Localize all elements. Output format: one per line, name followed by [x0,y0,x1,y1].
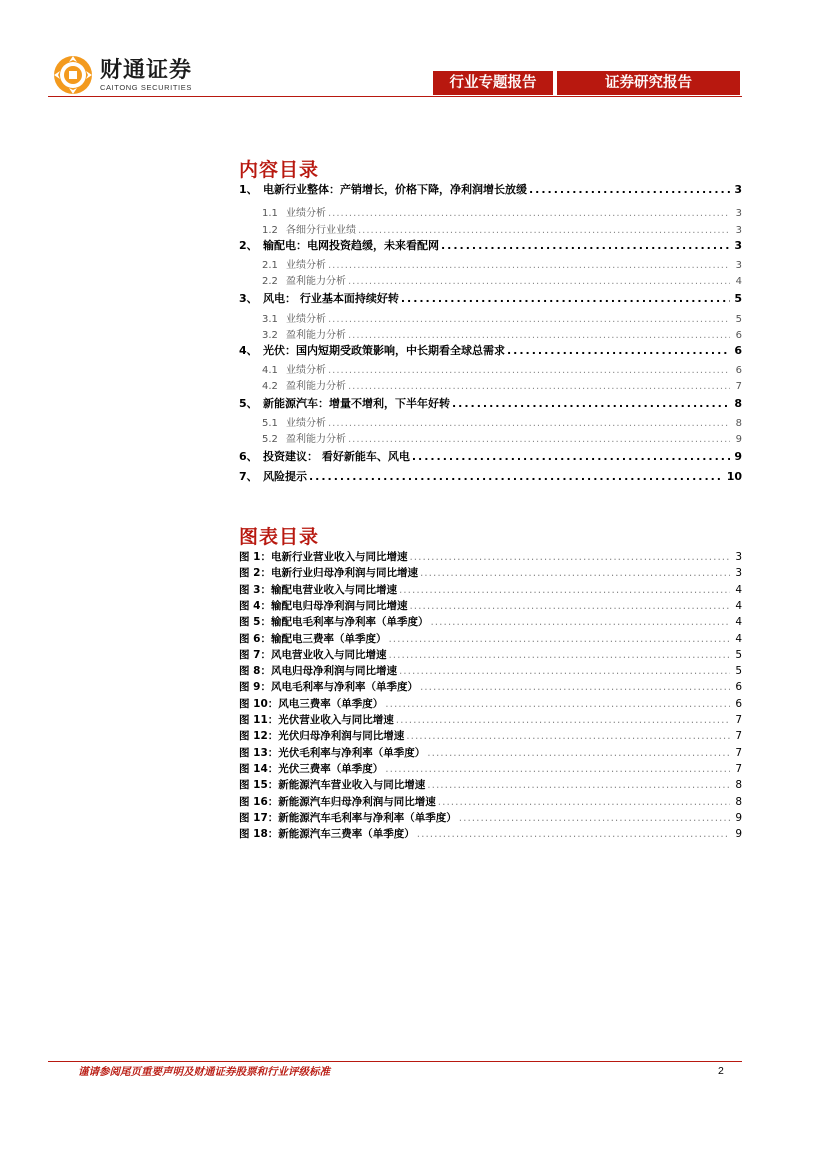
toc-entry-title: 光伏：国内短期受政策影响，中长期看全球总需求 [263,344,505,357]
figure-list-link[interactable] [239,696,742,711]
figure-page-number: 5 [735,648,742,661]
figure-list-link[interactable] [239,826,742,841]
toc-number: 5、 [239,397,258,410]
figure-page-number: 7 [735,762,742,775]
toc-page-number: 5 [734,292,742,305]
dot-leader [385,698,730,710]
toc-section-link[interactable] [239,430,742,445]
figure-list-link[interactable] [239,728,742,743]
figure-list-link[interactable] [239,777,742,792]
toc-section-link[interactable] [239,204,742,219]
toc-page-number: 6 [735,330,742,341]
disclaimer-link[interactable]: 谨请参阅尾页重要声明及财通证券股票和行业评级标准 [78,1066,330,1078]
figure-label: 图 2： [239,567,271,580]
toc-section-link[interactable] [239,377,742,392]
figure-label: 图 7： [239,648,271,661]
toc-number: 4、 [239,344,258,357]
toc-number: 1、 [239,183,258,196]
toc-number: 3.2 [262,330,278,341]
logo-chinese-name: 财通证券 [100,57,193,83]
figure-page-number: 8 [735,779,742,792]
figure-page-number: 9 [735,811,742,824]
figure-label: 图 15： [239,779,279,792]
figure-page-number: 4 [735,599,742,612]
figure-title: 风电归母净利润与同比增速 [270,665,397,678]
toc-page-number: 3 [735,208,742,219]
figure-label: 图 9： [239,681,271,694]
footer-divider [48,1061,742,1062]
dot-leader [409,551,730,563]
toc-number: 2.1 [262,260,278,271]
figure-title: 新能源汽车三费率（单季度） [278,828,415,841]
logo-english-name: CAITONG SECURITIES [100,83,192,92]
research-report-tag: 证券研究报告 [557,71,740,95]
figure-page-number: 6 [735,681,742,694]
toc-section-link[interactable] [239,256,742,271]
toc-entry-title: 业绩分析 [286,314,326,325]
figure-label: 图 1： [239,551,271,563]
toc-section-link[interactable] [239,326,742,341]
dot-leader [385,763,730,775]
figure-list-link[interactable] [239,614,742,629]
figure-page-number: 3 [735,567,742,580]
figure-title: 电新行业营业收入与同比增速 [270,551,408,563]
figure-label: 图 17： [239,811,279,824]
figure-title: 输配电营业收入与同比增速 [270,583,397,596]
industry-report-tag: 行业专题报告 [433,71,553,95]
toc-section-link[interactable] [239,272,742,287]
toc-section-link[interactable] [239,414,742,429]
toc-number: 2、 [239,239,258,252]
figure-label: 图 5： [239,616,271,629]
figure-list-link[interactable] [239,810,742,825]
dot-leader [388,649,730,661]
toc-chapter-link[interactable] [239,290,742,306]
toc-chapter-link[interactable] [239,181,742,197]
dot-leader [328,418,730,429]
figure-label: 图 10： [239,697,279,710]
dot-leader [399,665,730,677]
dot-leader [348,381,730,392]
toc-number: 7、 [239,470,258,483]
figure-title: 新能源汽车归母净利润与同比增速 [278,795,436,808]
dot-leader [401,292,730,305]
figure-list-link[interactable] [239,549,742,564]
toc-number: 5.2 [262,434,278,445]
toc-entry-title: 各细分行业业绩 [286,225,356,236]
toc-page-number: 3 [734,239,742,252]
dot-leader [309,470,723,483]
header-divider [48,96,742,97]
figure-title: 输配电归母净利润与同比增速 [270,599,408,612]
toc-page-number: 6 [735,365,742,376]
figure-label: 图 6： [239,632,271,645]
figure-title: 光伏归母净利润与同比增速 [278,730,405,743]
dot-leader [406,730,730,742]
toc-chapter-link[interactable] [239,395,742,411]
figure-title: 光伏三费率（单季度） [278,762,384,775]
toc-entry-title: 盈利能力分析 [286,381,346,392]
toc-entry-title: 风险提示 [263,470,307,483]
toc-page-number: 9 [734,450,742,463]
figure-title: 输配电毛利率与净利率（单季度） [270,616,429,629]
contents-title: 内容目录 [239,159,320,181]
figure-label: 图 11： [239,714,279,726]
toc-entry-title: 新能源汽车：增量不增利，下半年好转 [263,397,450,410]
figure-label: 图 13： [239,746,279,759]
toc-number: 5.1 [262,418,278,429]
dot-leader [438,796,730,808]
figure-list-link[interactable] [239,679,742,694]
figure-page-number: 3 [735,551,742,563]
dot-leader [420,681,730,693]
figure-page-number: 4 [735,616,742,629]
toc-page-number: 10 [726,470,742,483]
toc-page-number: 4 [735,276,742,287]
toc-page-number: 3 [734,183,742,196]
page-number: 2 [718,1065,724,1077]
figure-label: 图 8： [239,665,271,678]
toc-number: 3、 [239,292,258,305]
dot-leader [328,208,730,219]
toc-page-number: 5 [735,314,742,325]
figure-list-link[interactable] [239,761,742,776]
toc-entry-title: 风电： 行业基本面持续好转 [263,292,399,305]
toc-page-number: 7 [735,381,742,392]
toc-entry-title: 业绩分析 [286,365,326,376]
toc-entry-title: 业绩分析 [286,418,326,429]
toc-chapter-link[interactable] [239,342,742,358]
dot-leader [430,616,730,628]
figure-title: 风电营业收入与同比增速 [270,648,387,661]
toc-entry-title: 投资建议： 看好新能车、风电 [263,450,410,463]
figure-label: 图 12： [239,730,279,743]
toc-page-number: 3 [735,260,742,271]
toc-number: 6、 [239,450,258,463]
figure-page-number: 7 [735,730,742,743]
toc-entry-title: 盈利能力分析 [286,330,346,341]
dot-leader [529,183,730,196]
toc-number: 1.1 [262,208,278,219]
figure-page-number: 7 [735,714,742,726]
dot-leader [420,567,730,579]
dot-leader [358,225,730,236]
company-logo [52,54,192,96]
dot-leader [427,779,730,791]
toc-chapter-link[interactable] [239,468,742,484]
figure-page-number: 6 [735,697,742,710]
toc-section-link[interactable] [239,221,742,236]
figure-list-link[interactable] [239,712,742,727]
report-type-tags [433,71,740,95]
dot-leader [348,276,730,287]
figure-list-link[interactable] [239,582,742,597]
toc-page-number: 9 [735,434,742,445]
figure-title: 光伏营业收入与同比增速 [278,714,394,726]
dot-leader [399,584,730,596]
toc-entry-title: 输配电：电网投资趋缓，未来看配网 [263,239,439,252]
toc-entry-title: 盈利能力分析 [286,276,346,287]
figure-page-number: 9 [735,828,742,841]
figure-list-link[interactable] [239,565,742,580]
figure-title: 风电毛利率与净利率（单季度） [270,681,418,694]
figure-page-number: 5 [735,665,742,678]
dot-leader [328,365,730,376]
figure-list-link[interactable] [239,745,742,760]
figure-list-link[interactable] [239,598,742,613]
figures-title: 图表目录 [239,526,320,548]
figure-label: 图 16： [239,795,279,808]
figure-title: 输配电三费率（单季度） [270,632,387,645]
dot-leader [412,450,730,463]
toc-entry-title: 业绩分析 [286,208,326,219]
figure-label: 图 3： [239,583,271,596]
figure-list-link[interactable] [239,794,742,809]
toc-number: 4.1 [262,365,278,376]
dot-leader [427,747,730,759]
dot-leader [348,434,730,445]
figure-page-number: 7 [735,746,742,759]
toc-entry-title: 业绩分析 [286,260,326,271]
figure-page-number: 8 [735,795,742,808]
dot-leader [388,633,730,645]
figure-page-number: 4 [735,632,742,645]
figure-list-link[interactable] [239,631,742,646]
toc-section-link[interactable] [239,361,742,376]
figure-title: 风电三费率（单季度） [278,697,384,710]
toc-page-number: 3 [735,225,742,236]
toc-number: 2.2 [262,276,278,287]
dot-leader [348,330,730,341]
toc-page-number: 8 [735,418,742,429]
toc-section-link[interactable] [239,310,742,325]
figure-label: 图 4： [239,599,271,612]
dot-leader [441,239,730,252]
dot-leader [459,812,730,824]
toc-chapter-link[interactable] [239,237,742,253]
dot-leader [396,714,730,726]
figure-page-number: 4 [735,583,742,596]
dot-leader [452,397,730,410]
figure-title: 新能源汽车营业收入与同比增速 [278,779,426,792]
toc-entry-title: 盈利能力分析 [286,434,346,445]
figure-label: 图 14： [239,762,279,775]
toc-number: 1.2 [262,225,278,236]
figure-title: 电新行业归母净利润与同比增速 [270,567,418,580]
dot-leader [409,600,730,612]
toc-page-number: 8 [734,397,742,410]
figure-title: 新能源汽车毛利率与净利率（单季度） [278,811,457,824]
figure-title: 光伏毛利率与净利率（单季度） [278,746,426,759]
toc-number: 4.2 [262,381,278,392]
dot-leader [328,260,730,271]
dot-leader [507,344,730,357]
figure-list-link[interactable] [239,647,742,662]
dot-leader [417,828,730,840]
dot-leader [328,314,730,325]
toc-entry-title: 电新行业整体：产销增长，价格下降，净利润增长放缓 [263,183,527,196]
figure-label: 图 18： [239,828,279,841]
toc-chapter-link[interactable] [239,448,742,464]
toc-number: 3.1 [262,314,278,325]
figure-list-link[interactable] [239,663,742,678]
toc-page-number: 6 [734,344,742,357]
caitong-logo-icon [52,54,94,96]
